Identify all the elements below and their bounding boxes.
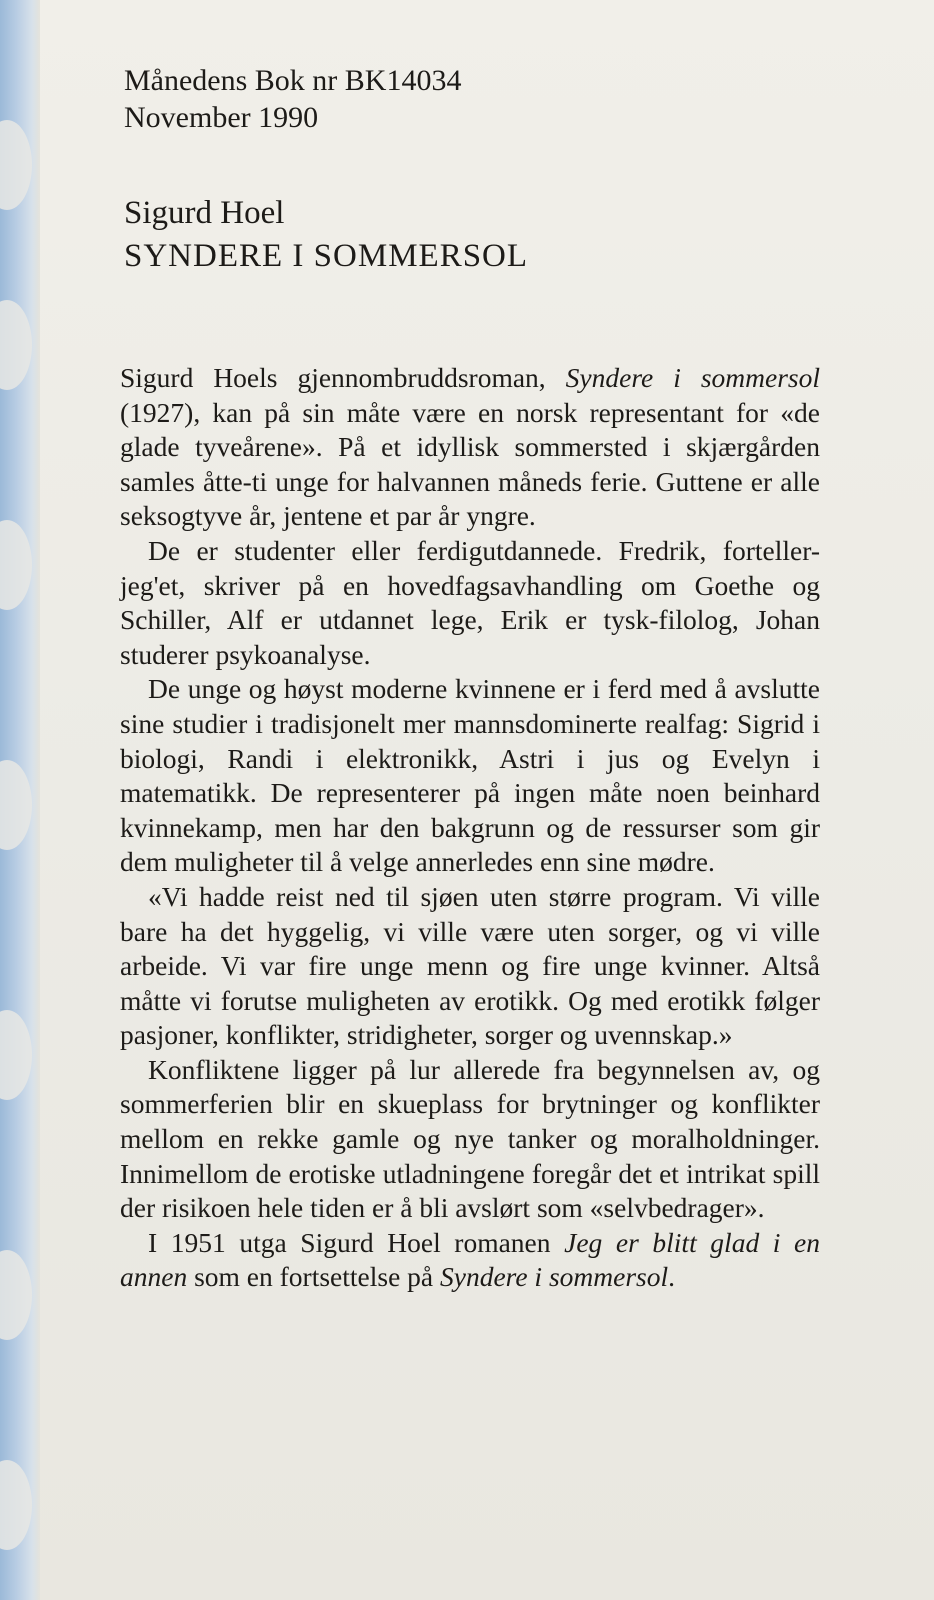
author-name: Sigurd Hoel — [124, 195, 285, 231]
spine-pattern-shape — [0, 760, 32, 850]
paragraph-6-text-e: . — [668, 1261, 675, 1293]
book-heading — [124, 192, 528, 278]
spine-pattern-shape — [0, 1250, 32, 1340]
series-number: Månedens Bok nr BK14034 — [124, 64, 462, 97]
paragraph-6 — [120, 1226, 820, 1295]
spine-pattern-shape — [0, 1460, 32, 1550]
paragraph-1-italic-title: Syndere i sommersol — [565, 362, 820, 393]
paragraph-1-text-a: Sigurd Hoels gjennombruddsroman, — [120, 362, 566, 393]
paragraph-4-quote: «Vi hadde reist ned til sjøen uten større program. Vi ville bare ha det hyggelig, vi ville være uten sorger, og vi ville arbeide. Vi var fire unge menn og fire unge kvinner. Altså måtte vi forutse muligheten av erotikk. Og med erotikk følger pasjoner, konflikter, stridigheter, sorger og uvennskap.» — [120, 880, 820, 1051]
book-title: SYNDERE I SOMMERSOL — [124, 238, 529, 274]
paragraph-5: Konfliktene ligger på lur allerede fra begynnelsen av, og sommerferien blir en skueplass for brytninger og konflikter mellom en rekke gamle og nye tanker og moralholdninger. Innimellom de erotiske utladningene foregår det et intrikat spill der risikoen hele tiden er å bli avslørt som «selvbedrager». — [120, 1053, 820, 1224]
spine-pattern-shape — [0, 300, 32, 390]
cover-spine-edge — [0, 0, 40, 1600]
spine-pattern-shape — [0, 520, 32, 610]
paragraph-6-italic-title-2: Syndere i sommersol — [440, 1261, 669, 1293]
paragraph-2: De er studenter eller ferdigutdannede. Fredrik, forteller-jeg'et, skriver på en hovedfagsavhandling om Goethe og Schiller, Alf er utdannet lege, Erik er tysk-filolog, Johan studerer psykoanalyse. — [120, 534, 820, 670]
blurb-text — [120, 361, 820, 1295]
edition-info — [124, 62, 461, 136]
spine-pattern-shape — [0, 120, 32, 210]
paragraph-6-text-c: som en fortsettelse på — [187, 1261, 440, 1293]
paragraph-1 — [120, 361, 820, 534]
paragraph-6-italic-title-1: Jeg er blitt glad i en annen — [120, 1226, 820, 1293]
paragraph-6-text-a: I 1951 utga Sigurd Hoel romanen — [148, 1226, 565, 1258]
paragraph-3: De unge og høyst moderne kvinnene er i ferd med å avslutte sine studier i tradisjonelt mer mannsdominerte realfag: Sigrid i biologi, Randi i elektronikk, Astri i jus og Evelyn i matematikk. De representerer på ingen måte noen beinhard kvinnekamp, men har den bakgrunn og de ressurser som gir dem muligheter til å velge annerledes enn sine mødre. — [120, 673, 820, 878]
publication-date: November 1990 — [124, 101, 319, 134]
spine-pattern-shape — [0, 1010, 32, 1100]
paragraph-1-text-c: (1927), kan på sin måte være en norsk representant for «de glade tyveårene». På et idyllisk sommersted i skjærgården samles åtte-ti unge for halvannen måneds ferie. Guttene er alle seksogtyve år, jentene et par år yngre. — [120, 396, 820, 532]
